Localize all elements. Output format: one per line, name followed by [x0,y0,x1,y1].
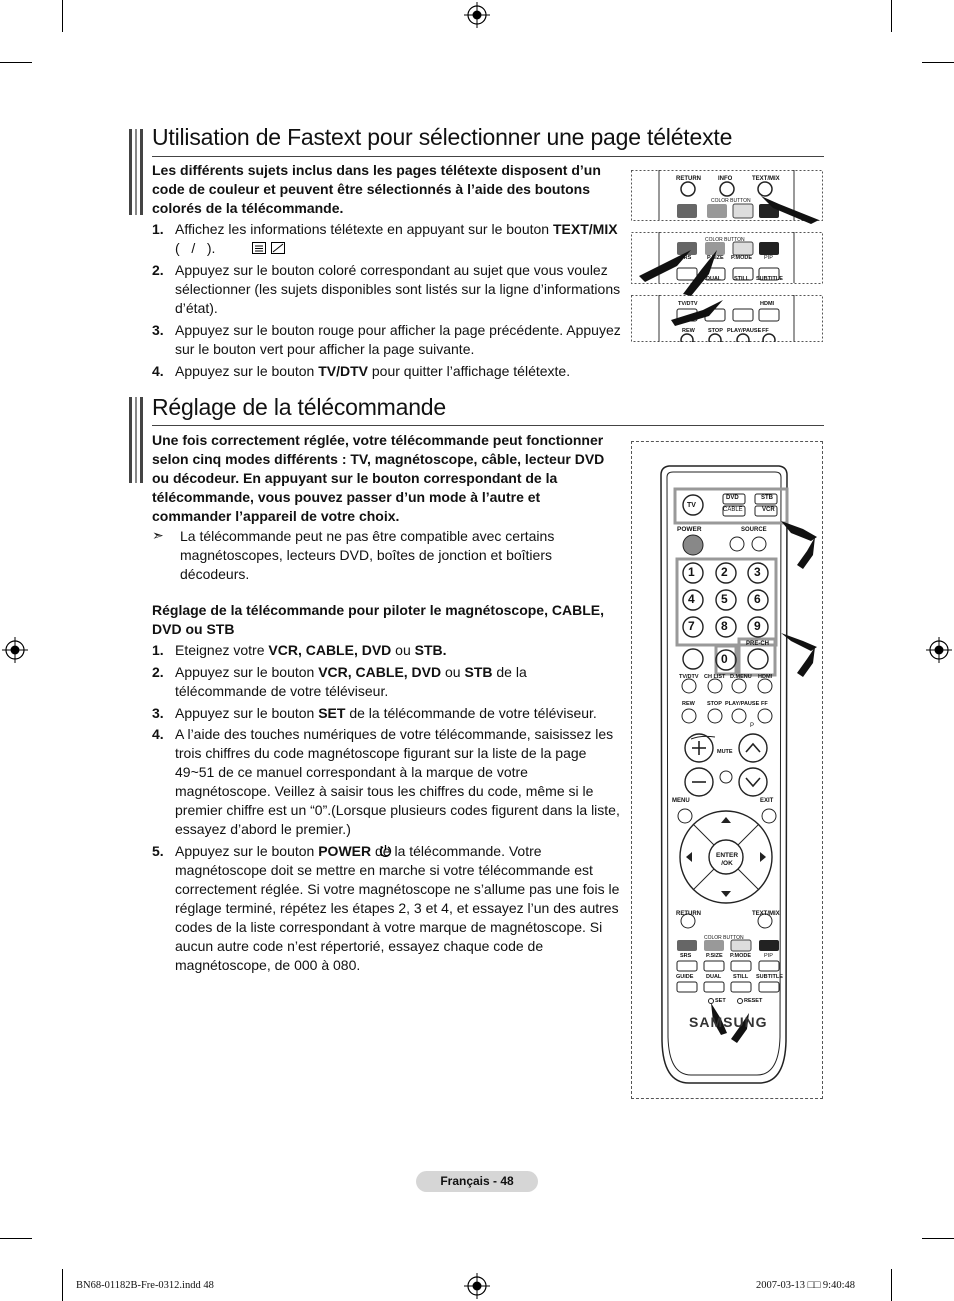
step-number: 3. [152,705,164,721]
digit-label: 6 [754,592,761,606]
remote-label: SET [715,998,726,1004]
remote-label: CH LIST [704,674,726,680]
remote-label: REW [682,328,695,334]
step-item [152,641,622,660]
remote-label: SUBTITLE [756,276,783,282]
remote-label: P [750,723,755,729]
step-number: 4. [152,726,164,742]
crop-mark [62,1269,63,1301]
remote-label: D.MENU [730,674,752,680]
page-number: Français - 48 [416,1171,538,1192]
remote-label: STOP [708,328,723,334]
digit-label: 5 [721,592,728,606]
step-text: Appuyez sur le bouton VCR, CABLE, DVD ou STB de la télécommande de votre téléviseur. [175,664,527,699]
remote-label: COLOR BUTTON [704,935,744,941]
section-intro: Les différents sujets inclus dans les pages télétexte disposent d’un code de couleur et peuvent être sélectionnés à l’aide des boutons colorés de la télécommande. [152,162,601,216]
remote-mode-label: STB [761,495,773,501]
section-bar [129,397,143,483]
remote-label: POWER [677,526,702,533]
step-text: Appuyez sur le bouton TV/DTV pour quitter l’affichage télétexte. [175,363,571,379]
step-text: Appuyez sur le bouton SET de la télécommande de votre téléviseur. [175,705,597,721]
remote-mode-label: VCR [762,507,775,513]
remote-label: COLOR BUTTON [705,237,745,243]
remote-label: STOP [707,701,722,707]
step-item [152,842,622,975]
print-date: 2007-03-13 □□ 9:40:48 [756,1280,856,1291]
power-icon [379,844,392,857]
step-number: 4. [152,363,164,379]
digit-label: 8 [721,619,728,633]
remote-label: EXIT [760,798,774,804]
digit-label: 9 [754,619,761,633]
remote-mode-label: TV [687,502,696,509]
note-symbol: ➣ [152,527,164,543]
file-info: BN68-01182B-Fre-0312.indd 48 [76,1280,214,1291]
step-number: 3. [152,322,164,338]
digit-label: 3 [754,565,761,579]
title-rule [152,425,824,426]
crop-mark [922,62,954,63]
remote-label: P.SIZE [707,255,724,261]
remote-label: P.SIZE [706,953,723,959]
section-title: Utilisation de Fastext pour sélectionner une page télétexte [152,124,733,150]
remote-label: SRS [680,953,692,959]
remote-label: SUBTITLE [756,974,783,980]
remote-label: PRE-CH [746,641,770,647]
registration-mark-icon [464,1273,490,1299]
registration-mark-icon [2,637,28,663]
step-text: Appuyez sur le bouton POWER de la télécommande. Votre magnétoscope doit se mettre en marche si votre télécommande est correctement réglée. Si votre magnétoscope ne s’allume pas une fois le réglage terminé, répétez les étapes 2, 3 et 4, et essayez l’un des autres codes de la liste correspondant à votre marque de magnétoscope. Si aucun autre code n’est répertorié, essayez chaque code de magnétoscope, de 000 à 080. [175,843,620,973]
digit-label: 2 [721,565,728,579]
digit-label: 0 [721,652,728,666]
step-text: Appuyez sur le bouton coloré correspondant au sujet que vous voulez sélectionner (les sujets disponibles sont listés sur la ligne d’informations d’état). [175,262,621,316]
remote-label: PIP [764,255,773,261]
remote-label: DUAL [706,974,722,980]
step-number: 2. [152,262,164,278]
remote-label: REW [682,701,695,707]
remote-label: TEXT/MIX [752,176,780,182]
remote-label: PLAY/PAUSE [727,328,762,334]
registration-mark-icon [926,637,952,663]
remote-label: TV/DTV [679,674,699,680]
fastext-remote-illustration [631,170,823,342]
step-item [152,321,622,359]
remote-label: P.MODE [730,953,751,959]
teletext-icon [252,242,266,254]
step-text: Eteignez votre VCR, CABLE, DVD ou STB. [175,642,447,658]
remote-label: SOURCE [741,527,767,533]
step-number: 1. [152,221,164,237]
remote-label: PLAY/PAUSE [725,701,760,707]
remote-label: RETURN [676,176,701,182]
crop-mark [891,1269,892,1301]
step-item [152,704,622,723]
remote-label: TV/DTV [678,301,698,307]
crop-mark [0,62,32,63]
remote-label: FF [761,701,768,707]
step-item [152,261,622,318]
remote-label: GUIDE [676,974,694,980]
section-bar [129,129,143,215]
step-item [152,362,622,381]
remote-label: RESET [744,998,763,1004]
step-text: Affichez les informations télétexte en appuyant sur le bouton TEXT/MIX ( / ). [175,221,618,256]
remote-label: SRS [680,255,692,261]
remote-label: MENU [672,798,690,804]
remote-label: MUTE [717,749,733,755]
remote-label: INFO [718,176,733,182]
remote-label: DUAL [706,276,722,282]
step-item [152,663,622,701]
brand-logo: SAMSUNG [689,1014,768,1030]
crop-mark [62,0,63,32]
remote-label: COLOR BUTTON [711,198,751,204]
remote-control-illustration [631,441,823,1099]
section-title: Réglage de la télécommande [152,394,446,420]
step-number: 2. [152,664,164,680]
remote-label: STILL [733,974,749,980]
remote-label: STILL [734,276,750,282]
crop-mark [922,1238,954,1239]
section-intro: Une fois correctement réglée, votre télécommande peut fonctionner selon cinq modes différents : TV, magnétoscope, câble, lecteur DVD ou décodeur. En appuyant sur le bouton correspondant de la télécommande, vous pouvez passer d’un mode à l’autre et commander l’appareil de votre choix. [152,432,605,524]
subheading: Réglage de la télécommande pour piloter le magnétoscope, CABLE, DVD ou STB [152,602,604,637]
remote-label: PIP [764,953,773,959]
title-rule [152,156,824,157]
step-item [152,725,622,839]
digit-label: 4 [688,592,695,606]
step-text: Appuyez sur le bouton rouge pour afficher la page précédente. Appuyez sur le bouton vert pour afficher la page suivante. [175,322,621,357]
remote-label: RETURN [676,911,701,917]
step-item [152,220,622,258]
remote-label: FF [762,328,769,334]
remote-label: P.MODE [731,255,752,261]
teletext-mix-icon [271,242,285,254]
step-text: A l’aide des touches numériques de votre télécommande, saisissez les trois chiffres du code magnétoscope figurant sur la liste de la page 49~51 de ce manuel correspondant à la marque de votre magnétoscope. Veillez à saisir tous les chiffres du code, même si le premier chiffre est un “0”.(Lorsque plusieurs codes figurent dans la liste, essayez d’abord le premier.) [175,726,620,837]
step-number: 1. [152,642,164,658]
remote-mode-label: DVD [726,495,739,501]
note-text: La télécommande peut ne pas être compatible avec certains magnétoscopes, lecteurs DVD, boîtes de jonction et boîtiers décodeurs. [180,528,555,582]
remote-label: HDMI [760,301,775,307]
remote-label: TEXT/MIX [752,911,780,917]
remote-mode-label: CABLE [723,507,743,513]
crop-mark [0,1238,32,1239]
digit-label: 7 [688,619,695,633]
digit-label: 1 [688,565,695,579]
crop-mark [891,0,892,32]
enter-label: ENTER /OK [715,852,739,867]
step-number: 5. [152,843,164,859]
registration-mark-icon [464,2,490,28]
remote-label: HDMI [758,674,773,680]
